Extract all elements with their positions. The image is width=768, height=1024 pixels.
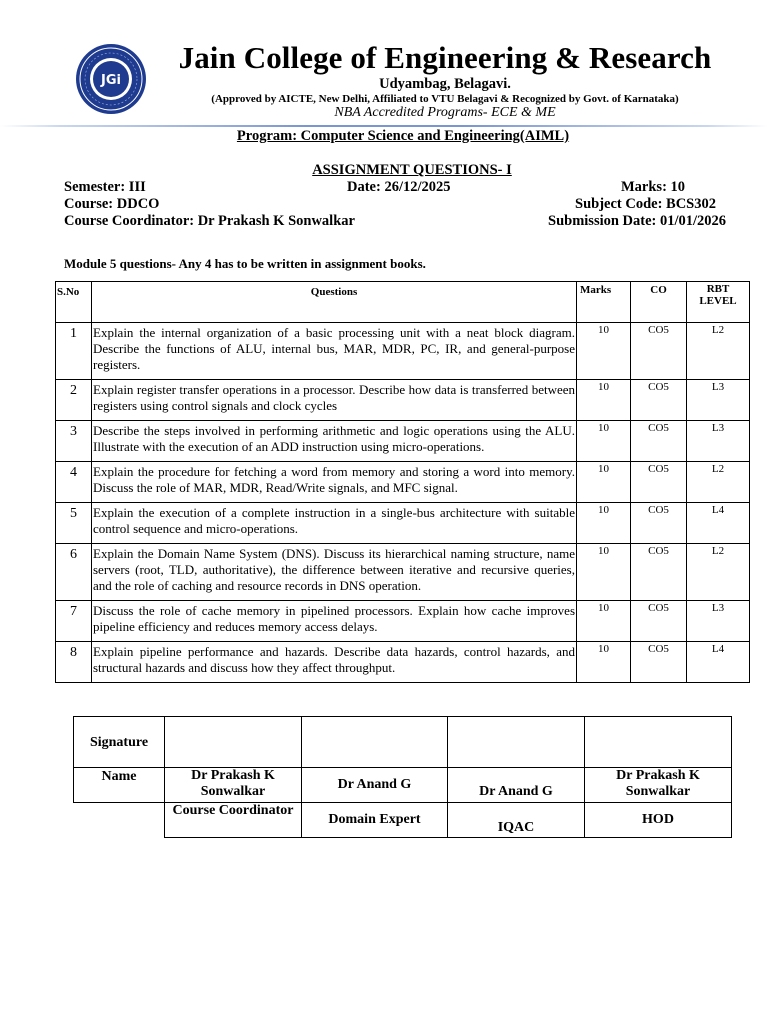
row-rbt: L4 <box>687 503 750 544</box>
row-question: Discuss the role of cache memory in pipelined processors. Explain how cache improves pipeline efficiency and reduces memory access delays. <box>92 601 577 642</box>
row-rbt: L3 <box>687 421 750 462</box>
submission-date: Submission Date: 01/01/2026 <box>548 213 727 229</box>
header-rbt-level: RBT LEVEL <box>687 282 750 323</box>
row-co: CO5 <box>631 503 687 544</box>
assignment-date: Date: 26/12/2025 <box>347 179 451 195</box>
row-sno: 8 <box>56 642 92 683</box>
name-domain-expert: Dr Anand G <box>301 767 448 803</box>
row-question: Explain the internal organization of a basic processing unit with a neat block diagram. Describe the functions of ALU, internal bus, MAR, MDR, PC, IR, and general-purpose registers. <box>92 323 577 380</box>
signature-cell-iqac <box>447 716 585 768</box>
college-nba: NBA Accredited Programs- ECE & ME <box>334 105 556 120</box>
table-header-row <box>56 282 750 323</box>
program-title: Program: Computer Science and Engineering(AIML) <box>236 128 570 144</box>
row-question: Describe the steps involved in performing arithmetic and logic operations using the ALU. Illustrate with the execution of an ADD instruction using micro-operations. <box>92 421 577 462</box>
college-name: Jain College of Engineering & Research <box>178 40 712 75</box>
row-co: CO5 <box>631 421 687 462</box>
header-sno: S.No <box>56 282 92 323</box>
role-iqac: IQAC <box>447 802 585 838</box>
college-place: Udyambag, Belagavi. <box>379 76 511 92</box>
role-coordinator: Course Coordinator <box>164 802 302 838</box>
college-approval: (Approved by AICTE, New Delhi, Affiliated to VTU Belagavi & Recognized by Govt. of Karnataka) <box>211 93 679 105</box>
row-co: CO5 <box>631 323 687 380</box>
header-marks: Marks <box>577 282 631 323</box>
row-co: CO5 <box>631 380 687 421</box>
module-note: Module 5 questions- Any 4 has to be written in assignment books. <box>64 256 426 271</box>
assignment-title: ASSIGNMENT QUESTIONS- I <box>312 162 512 178</box>
course: Course: DDCO <box>64 196 160 212</box>
row-rbt: L3 <box>687 380 750 421</box>
row-marks: 10 <box>577 323 631 380</box>
row-marks: 10 <box>577 642 631 683</box>
row-sno: 7 <box>56 601 92 642</box>
row-question: Explain the Domain Name System (DNS). Discuss its hierarchical naming structure, name servers (root, TLD, authoritative), the difference between iterative and recursive queries, and the role of caching and resource records in DNS operation. <box>92 544 577 601</box>
row-rbt: L4 <box>687 642 750 683</box>
row-question: Explain register transfer operations in a processor. Describe how data is transferred between registers using control signals and clock cycles <box>92 380 577 421</box>
questions-table <box>55 281 750 683</box>
header-questions: Questions <box>92 282 577 323</box>
row-rbt: L2 <box>687 462 750 503</box>
signature-cell-coordinator <box>164 716 302 768</box>
table-row <box>56 642 750 683</box>
table-row <box>56 601 750 642</box>
header-co: CO <box>631 282 687 323</box>
signature-table <box>73 716 732 838</box>
semester: Semester: III <box>64 179 146 195</box>
subject-code: Subject Code: BCS302 <box>575 196 716 212</box>
row-rbt: L2 <box>687 323 750 380</box>
row-sno: 2 <box>56 380 92 421</box>
table-row <box>56 323 750 380</box>
row-co: CO5 <box>631 544 687 601</box>
row-co: CO5 <box>631 601 687 642</box>
row-rbt: L3 <box>687 601 750 642</box>
row-rbt: L2 <box>687 544 750 601</box>
row-sno: 1 <box>56 323 92 380</box>
role-domain-expert: Domain Expert <box>301 802 448 838</box>
signature-cell-hod <box>584 716 732 768</box>
row-marks: 10 <box>577 380 631 421</box>
row-marks: 10 <box>577 503 631 544</box>
table-row <box>56 380 750 421</box>
signature-cell-domain-expert <box>301 716 448 768</box>
college-logo <box>74 42 148 116</box>
role-hod: HOD <box>584 802 732 838</box>
row-co: CO5 <box>631 462 687 503</box>
row-marks: 10 <box>577 421 631 462</box>
row-co: CO5 <box>631 642 687 683</box>
row-sno: 6 <box>56 544 92 601</box>
row-sno: 4 <box>56 462 92 503</box>
table-row <box>56 421 750 462</box>
table-row <box>56 462 750 503</box>
name-label: Name <box>73 767 165 803</box>
course-coordinator: Course Coordinator: Dr Prakash K Sonwalkar <box>64 213 355 229</box>
row-marks: 10 <box>577 462 631 503</box>
name-hod: Dr Prakash K Sonwalkar <box>584 767 732 803</box>
header-divider <box>0 125 768 127</box>
table-row <box>56 544 750 601</box>
logo-monogram: JGi <box>101 73 121 88</box>
row-marks: 10 <box>577 544 631 601</box>
table-row <box>56 503 750 544</box>
name-coordinator: Dr Prakash K Sonwalkar <box>164 767 302 803</box>
row-question: Explain the procedure for fetching a word from memory and storing a word into memory. Discuss the role of MAR, MDR, Read/Write signals, and MFC signal. <box>92 462 577 503</box>
name-iqac: Dr Anand G <box>447 767 585 803</box>
row-question: Explain the execution of a complete instruction in a single-bus architecture with suitable control sequence and micro-operations. <box>92 503 577 544</box>
signature-label: Signature <box>73 716 165 768</box>
total-marks: Marks: 10 <box>621 179 686 195</box>
row-sno: 3 <box>56 421 92 462</box>
row-question: Explain pipeline performance and hazards. Describe data hazards, control hazards, and structural hazards and discuss how they affect throughput. <box>92 642 577 683</box>
row-marks: 10 <box>577 601 631 642</box>
row-sno: 5 <box>56 503 92 544</box>
